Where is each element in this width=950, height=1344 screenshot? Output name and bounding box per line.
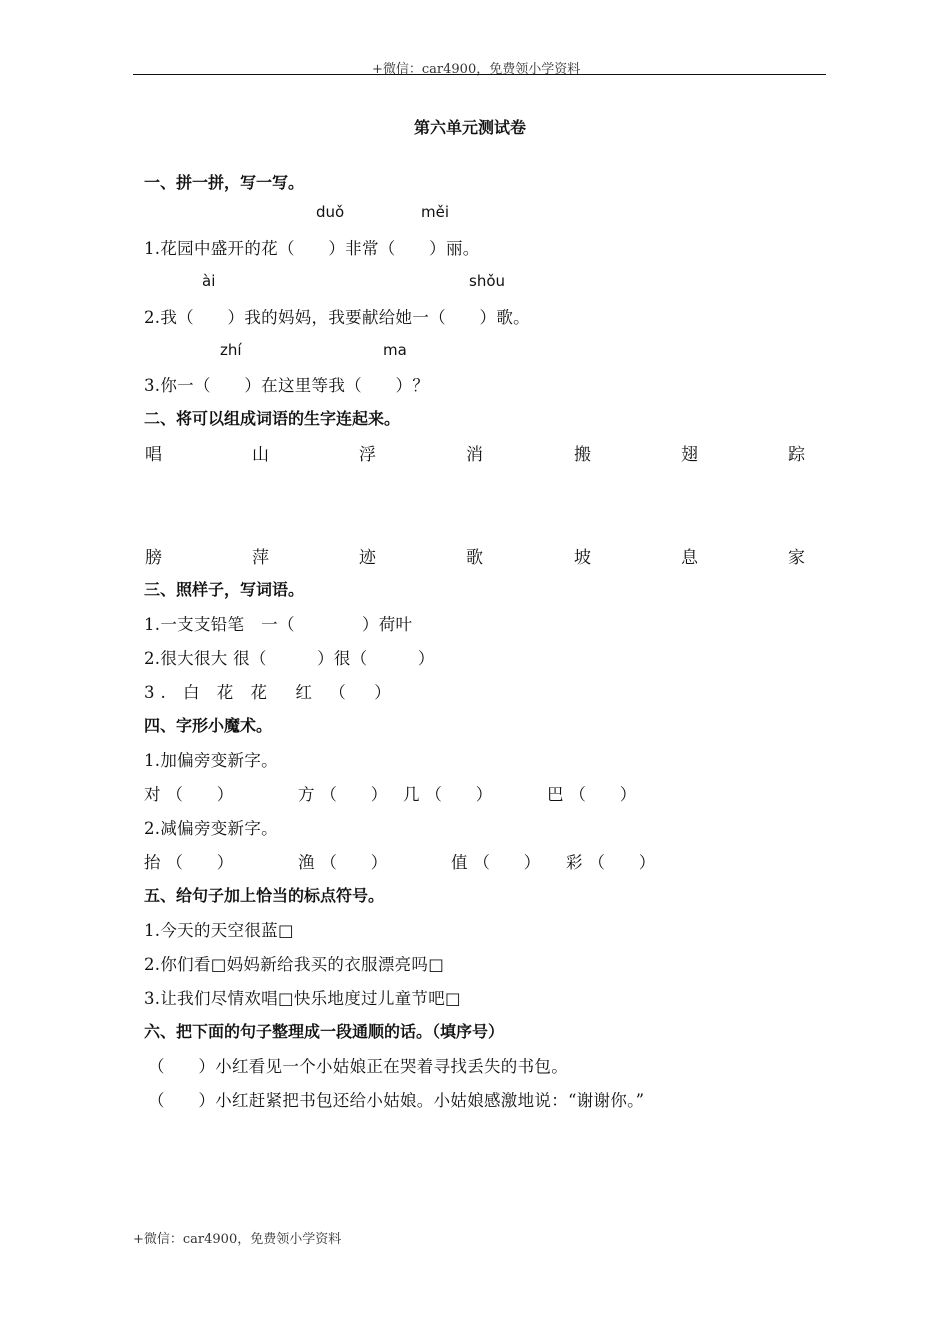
char-top-7: 踪	[788, 445, 805, 465]
add-radical-2: 方 （ ）	[298, 785, 388, 804]
pinyin-ma: ma	[383, 341, 407, 359]
page-title: 第六单元测试卷	[414, 118, 527, 137]
section-3-heading: 三、照样子，写词语。	[144, 580, 305, 599]
question-5-2: 2.你们看□妈妈新给我买的衣服漂亮吗□	[144, 955, 445, 974]
section-5-heading: 五、给句子加上恰当的标点符号。	[144, 886, 385, 905]
char-top-2: 山	[252, 445, 269, 465]
section-2-heading: 二、将可以组成词语的生字连起来。	[144, 409, 401, 428]
pinyin-duo: duǒ	[316, 203, 345, 221]
question-1-3: 3.你一（ ）在这里等我（ ）？	[144, 376, 430, 395]
section-1-heading: 一、拼一拼，写一写。	[144, 173, 305, 192]
char-top-1: 唱	[145, 445, 162, 465]
question-5-3: 3.让我们尽情欢唱□快乐地度过儿童节吧□	[144, 989, 461, 1008]
char-top-6: 翅	[681, 445, 698, 465]
char-bottom-3: 迹	[359, 548, 376, 568]
question-6-1: （ ）小红看见一个小姑娘正在哭着寻找丢失的书包。	[148, 1057, 568, 1076]
question-6-2: （ ）小红赶紧把书包还给小姑娘。小姑娘感激地说：“谢谢你。”	[148, 1091, 645, 1110]
pinyin-mei: měi	[421, 203, 450, 221]
add-radical-1: 对 （ ）	[144, 785, 234, 804]
char-bottom-6: 息	[681, 548, 698, 568]
question-4-1-label: 1.加偏旁变新字。	[144, 751, 278, 770]
char-bottom-5: 坡	[574, 548, 591, 568]
char-bottom-1: 膀	[145, 548, 162, 568]
pinyin-ai: ài	[202, 272, 216, 290]
remove-radical-2: 渔 （ ）	[298, 853, 388, 872]
question-4-2-label: 2.减偏旁变新字。	[144, 819, 278, 838]
char-top-5: 搬	[574, 445, 591, 465]
question-3-3: 3. 白 花 花 红 （ ）	[144, 683, 397, 702]
header-rule	[133, 74, 826, 75]
question-1-2: 2.我（ ）我的妈妈，我要献给她一（ ）歌。	[144, 308, 530, 327]
add-radical-3: 几 （ ）	[403, 785, 493, 804]
question-3-2: 2.很大很大 很（ ）很（ ）	[144, 649, 435, 668]
char-bottom-7: 家	[788, 548, 805, 568]
char-top-3: 浮	[359, 445, 376, 465]
page-footer: +微信：car4900，免费领小学资料	[133, 1232, 342, 1247]
section-6-heading: 六、把下面的句子整理成一段通顺的话。（填序号）	[144, 1022, 505, 1041]
section-4-heading: 四、字形小魔术。	[144, 716, 273, 735]
remove-radical-1: 抬 （ ）	[144, 853, 234, 872]
remove-radical-4: 彩 （ ）	[566, 853, 656, 872]
pinyin-zhi: zhí	[220, 341, 242, 359]
char-top-4: 消	[466, 445, 483, 465]
question-1-1: 1.花园中盛开的花（ ）非常（ ）丽。	[144, 239, 480, 258]
remove-radical-3: 值 （ ）	[451, 853, 541, 872]
pinyin-shou: shǒu	[469, 272, 506, 290]
page-header: +微信：car4900，免费领小学资料	[372, 62, 581, 77]
add-radical-4: 巴 （ ）	[547, 785, 637, 804]
question-3-1: 1.一支支铅笔 一（ ）荷叶	[144, 615, 413, 634]
char-bottom-4: 歌	[466, 548, 483, 568]
char-bottom-2: 萍	[252, 548, 269, 568]
question-5-1: 1.今天的天空很蓝□	[144, 921, 294, 940]
